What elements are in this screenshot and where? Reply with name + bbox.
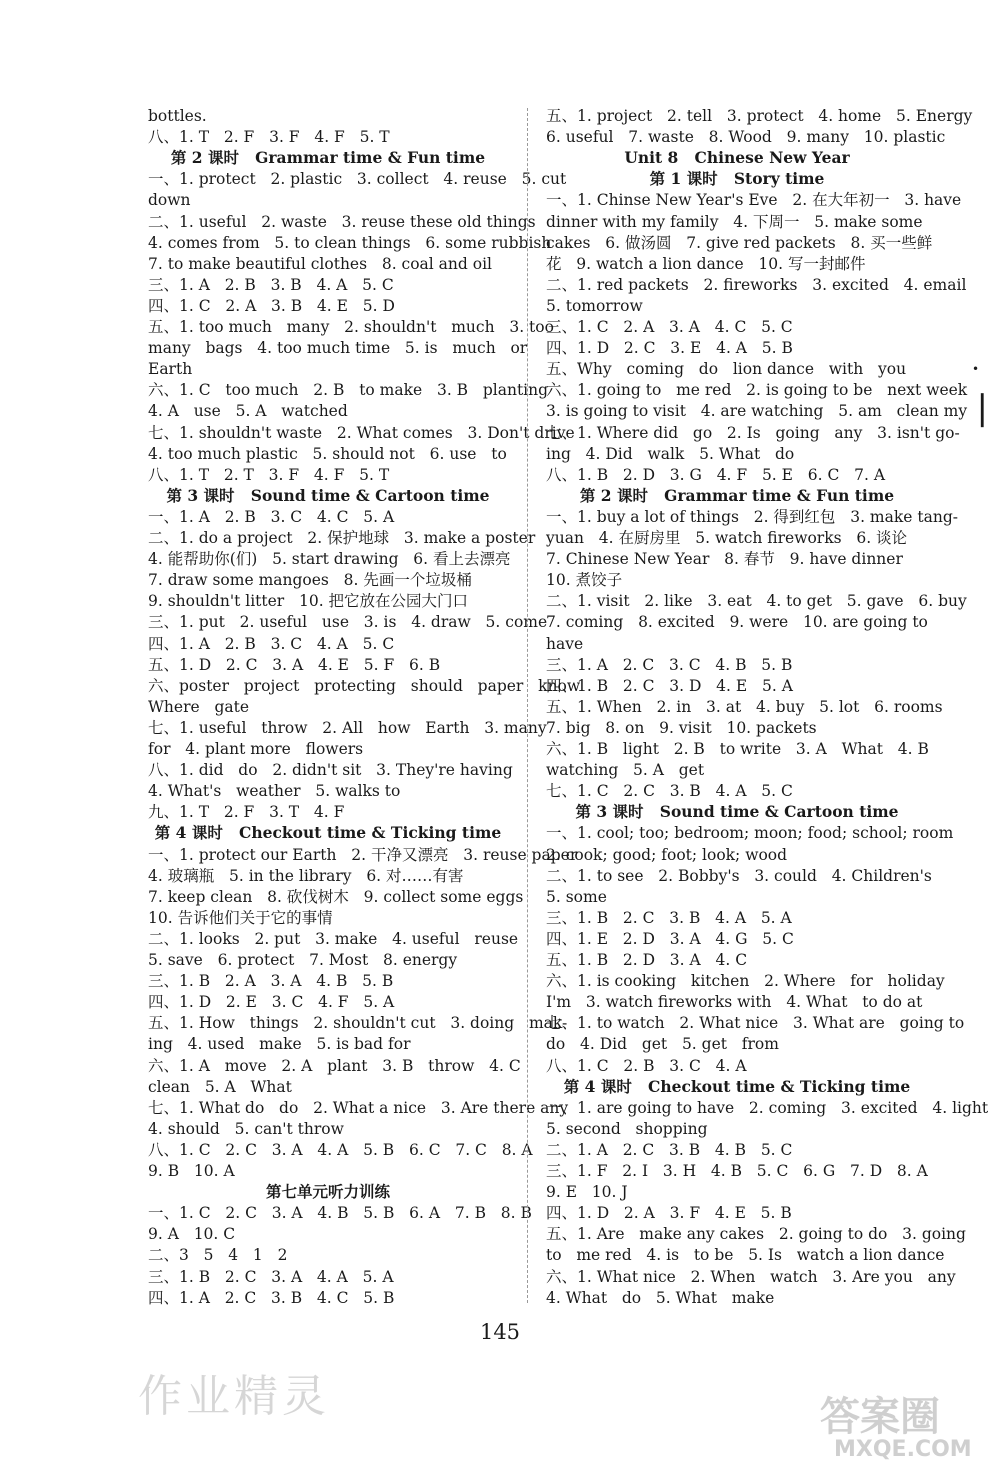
answer-line: 二、1. do a project 2. 保护地球 3. make a poster xyxy=(148,529,536,547)
margin-mark-icon: ❘ xyxy=(968,388,997,428)
answer-line: 5. tomorrow xyxy=(546,296,643,315)
answer-line: 9. B 10. A xyxy=(148,1162,235,1180)
answer-line: 四、1. E 2. D 3. A 4. G 5. C xyxy=(546,929,794,948)
answer-line: watching 5. A get xyxy=(546,761,705,780)
section-heading: Unit 8 Chinese New Year xyxy=(624,148,850,168)
answer-line: 三、1. A 2. B 3. B 4. A 5. C xyxy=(148,275,394,294)
answer-line: 九、1. T 2. F 3. T 4. F xyxy=(148,803,345,822)
answer-line: 五、1. When 2. in 3. at 4. buy 5. lot 6. rooms xyxy=(546,697,943,716)
answer-line: 7. Chinese New Year 8. 春节 9. have dinner xyxy=(546,550,903,569)
answer-line: 一、1. protect 2. plastic 3. collect 4. reuse 5. cut xyxy=(148,170,567,189)
answer-line: 六、1. C too much 2. B to make 3. B planting xyxy=(148,381,549,400)
section-heading: 第 2 课时 Grammar time & Fun time xyxy=(170,148,486,168)
answer-line: 一、1. buy a lot of things 2. 得到红包 3. make tang- xyxy=(546,507,958,526)
answer-line: Where gate xyxy=(148,697,250,716)
section-heading: 第七单元听力训练 xyxy=(265,1182,390,1202)
answer-line: 4. too much plastic 5. should not 6. use to xyxy=(148,444,507,463)
answer-line: 7. big 8. on 9. visit 10. packets xyxy=(546,718,817,737)
answer-line: 4. 能帮助你(们) 5. start drawing 6. 看上去漂亮 xyxy=(148,550,511,569)
answer-line: 3. is going to visit 4. are watching 5. am clean my xyxy=(546,402,968,421)
answer-line: 5. second shopping xyxy=(546,1119,708,1138)
margin-dot-icon: • xyxy=(972,362,980,376)
watermark-logo-text: 答案圈 xyxy=(820,1394,940,1440)
answer-line: 一、1. C 2. C 3. A 4. B 5. B 6. A 7. B 8. B xyxy=(148,1204,532,1223)
answer-line: 一、1. Chinse New Year's Eve 2. 在大年初一 3. have xyxy=(546,191,962,210)
answer-line: 4. What's weather 5. walks to xyxy=(148,782,401,801)
answer-line: 六、1. B light 2. B to write 3. A What 4. B xyxy=(546,740,929,758)
answer-line: 7. to make beautiful clothes 8. coal and oil xyxy=(148,254,493,273)
answer-line: 9. A 10. C xyxy=(148,1225,236,1244)
answer-line: 五、1. project 2. tell 3. protect 4. home 5. Energy xyxy=(546,107,973,125)
answer-line: 一、1. cool; too; bedroom; moon; food; school; room xyxy=(546,824,954,843)
answer-line: 三、1. put 2. useful use 3. is 4. draw 5. come xyxy=(148,613,548,632)
answer-line: 二、1. A 2. C 3. B 4. B 5. C xyxy=(546,1140,793,1159)
section-heading: 第 4 课时 Checkout time & Ticking time xyxy=(154,823,502,843)
answer-line: 二、1. to see 2. Bobby's 3. could 4. Children's xyxy=(546,866,932,885)
answer-line: 六、1. What nice 2. When watch 3. Are you any xyxy=(546,1267,956,1286)
answer-line: 一、1. protect our Earth 2. 干净又漂亮 3. reuse paper xyxy=(148,845,578,864)
answer-line: ing 4. used make 5. is bad for xyxy=(148,1035,411,1054)
answer-line: 七、1. What do do 2. What a nice 3. Are there any xyxy=(148,1098,569,1117)
answer-line: do 4. Did get 5. get from xyxy=(546,1035,779,1054)
answer-line: Earth xyxy=(148,360,193,379)
section-heading: 第 3 课时 Sound time & Cartoon time xyxy=(575,802,899,822)
watermark-left: 作业精灵 xyxy=(138,1371,330,1422)
answer-line: ing 4. Did walk 5. What do xyxy=(546,444,795,463)
answer-line: 2. cook; good; foot; look; wood xyxy=(546,845,788,864)
answer-line: cakes 6. 做汤圆 7. give red packets 8. 买一些鲜 xyxy=(546,233,933,252)
answer-line: 10. 告诉他们关于它的事情 xyxy=(148,908,333,927)
section-heading: 第 2 课时 Grammar time & Fun time xyxy=(579,485,895,505)
answer-line: 三、1. C 2. A 3. A 4. C 5. C xyxy=(546,318,793,336)
answer-line: clean 5. A What xyxy=(148,1077,292,1096)
answer-line: 八、1. B 2. D 3. G 4. F 5. E 6. C 7. A xyxy=(546,465,886,484)
answer-line: 七、1. Where did go 2. Is going any 3. isn't go- xyxy=(546,423,960,442)
watermark-url: MXQE.COM xyxy=(834,1437,972,1462)
answer-line: 八、1. did do 2. didn't sit 3. They're having xyxy=(148,761,513,780)
answer-line: down xyxy=(148,191,191,210)
answer-line: 9. E 10. J xyxy=(546,1183,628,1202)
answer-line: 八、1. T 2. T 3. F 4. F 5. T xyxy=(148,465,390,484)
answer-line: 4. What do 5. What make xyxy=(546,1288,775,1307)
page-number: 145 xyxy=(479,1320,521,1344)
answer-line: 八、1. C 2. B 3. C 4. A xyxy=(546,1056,747,1075)
section-heading: 第 4 课时 Checkout time & Ticking time xyxy=(563,1076,911,1096)
answer-line: 四、1. D 2. C 3. E 4. A 5. B xyxy=(546,339,793,358)
answer-line: yuan 4. 在厨房里 5. watch fireworks 6. 谈论 xyxy=(546,529,908,547)
watermark-logo xyxy=(820,1385,980,1465)
answer-line: 四、1. C 2. A 3. B 4. E 5. D xyxy=(148,296,395,315)
answer-line: 5. some xyxy=(546,887,607,906)
answer-line: 四、1. D 2. A 3. F 4. E 5. B xyxy=(546,1204,792,1223)
answer-line: 七、1. shouldn't waste 2. What comes 3. Don't drive xyxy=(148,423,575,442)
answer-line: 二、3 5 4 1 2 xyxy=(148,1246,288,1265)
answer-line: 五、1. Are make any cakes 2. going to do 3. going xyxy=(546,1225,966,1244)
answer-line: 二、1. useful 2. waste 3. reuse these old things xyxy=(148,212,536,231)
answer-line: 六、1. is cooking kitchen 2. Where for holiday xyxy=(546,972,945,991)
answer-line: 5. save 6. protect 7. Most 8. energy xyxy=(148,951,458,969)
answer-line: 四、1. A 2. B 3. C 4. A 5. C xyxy=(148,634,395,653)
answer-line: 6. useful 7. waste 8. Wood 9. many 10. plastic xyxy=(546,128,946,147)
answer-line: bottles. xyxy=(148,107,207,125)
answer-line: 五、1. How things 2. shouldn't cut 3. doing mak- xyxy=(148,1014,568,1033)
answer-line: 八、1. T 2. F 3. F 4. F 5. T xyxy=(148,128,390,147)
answer-line: 二、1. red packets 2. fireworks 3. excited 4. email xyxy=(546,275,967,294)
answer-line: 一、1. A 2. B 3. C 4. C 5. A xyxy=(148,507,395,526)
answer-line: for 4. plant more flowers xyxy=(148,740,364,758)
answer-line: 三、1. B 2. C 3. A 4. A 5. A xyxy=(148,1267,394,1286)
answer-line: to me red 4. is to be 5. Is watch a lion dance xyxy=(546,1246,945,1265)
answer-line: 五、1. D 2. C 3. A 4. E 5. F 6. B xyxy=(148,655,441,674)
answer-line: 花 9. watch a lion dance 10. 写一封邮件 xyxy=(546,254,866,273)
answer-line: 四、1. D 2. E 3. C 4. F 5. A xyxy=(148,993,395,1012)
answer-line: 七、1. C 2. C 3. B 4. A 5. C xyxy=(546,782,793,801)
column-divider xyxy=(527,108,528,1303)
answer-line: 10. 煮饺子 xyxy=(546,571,623,590)
answer-line: 7. keep clean 8. 砍伐树木 9. collect some eggs xyxy=(148,887,524,906)
answer-line: 六、poster project protecting should paper know xyxy=(148,676,581,695)
section-heading: 第 3 课时 Sound time & Cartoon time xyxy=(166,485,490,505)
answer-line: 9. shouldn't litter 10. 把它放在公园大门口 xyxy=(148,592,469,611)
answer-line: 三、1. A 2. C 3. C 4. B 5. B xyxy=(546,655,793,674)
answer-line: 五、1. B 2. D 3. A 4. C xyxy=(546,951,748,969)
answer-line: 4. 玻璃瓶 5. in the library 6. 对……有害 xyxy=(148,866,464,885)
answer-line: 三、1. F 2. I 3. H 4. B 5. C 6. G 7. D 8. A xyxy=(546,1162,928,1180)
section-heading: 第 1 课时 Story time xyxy=(649,169,825,189)
answer-line: 四、1. B 2. C 3. D 4. E 5. A xyxy=(546,676,793,695)
answer-line: 五、Why coming do lion dance with you xyxy=(546,360,907,379)
answer-line: 四、1. A 2. C 3. B 4. C 5. B xyxy=(148,1288,395,1307)
answer-line: 六、1. going to me red 2. is going to be next week xyxy=(546,381,968,400)
answer-line: 八、1. C 2. C 3. A 4. A 5. B 6. C 7. C 8. A xyxy=(148,1140,533,1159)
answer-line: 五、1. too much many 2. shouldn't much 3. too xyxy=(148,318,554,336)
answer-line: 4. comes from 5. to clean things 6. some rubbish xyxy=(148,233,552,252)
answer-line: dinner with my family 4. 下周一 5. make some xyxy=(546,212,923,231)
answer-line: 二、1. visit 2. like 3. eat 4. to get 5. gave 6. buy xyxy=(546,592,967,611)
answer-line: I'm 3. watch fireworks with 4. What to do at xyxy=(546,993,923,1012)
answer-line: 7. draw some mangoes 8. 先画一个垃圾桶 xyxy=(148,571,472,590)
answer-line: 六、1. A move 2. A plant 3. B throw 4. C xyxy=(148,1056,521,1075)
answer-line: 二、1. looks 2. put 3. make 4. useful reuse xyxy=(148,929,519,948)
answer-line: 三、1. B 2. C 3. B 4. A 5. A xyxy=(546,908,792,927)
answer-line: have xyxy=(546,634,584,653)
answer-line: 7. coming 8. excited 9. were 10. are going to xyxy=(546,613,928,632)
answer-line: 七、1. useful throw 2. All how Earth 3. many xyxy=(148,718,547,737)
answer-line: 一、1. are going to have 2. coming 3. excited 4. light xyxy=(546,1098,989,1117)
answer-line: many bags 4. too much time 5. is much or xyxy=(148,339,528,358)
answer-line: 三、1. B 2. A 3. A 4. B 5. B xyxy=(148,972,394,991)
answer-line: 4. should 5. can't throw xyxy=(148,1119,344,1138)
answer-line: 七、1. to watch 2. What nice 3. What are going to xyxy=(546,1014,965,1033)
answer-line: 4. A use 5. A watched xyxy=(148,402,348,421)
